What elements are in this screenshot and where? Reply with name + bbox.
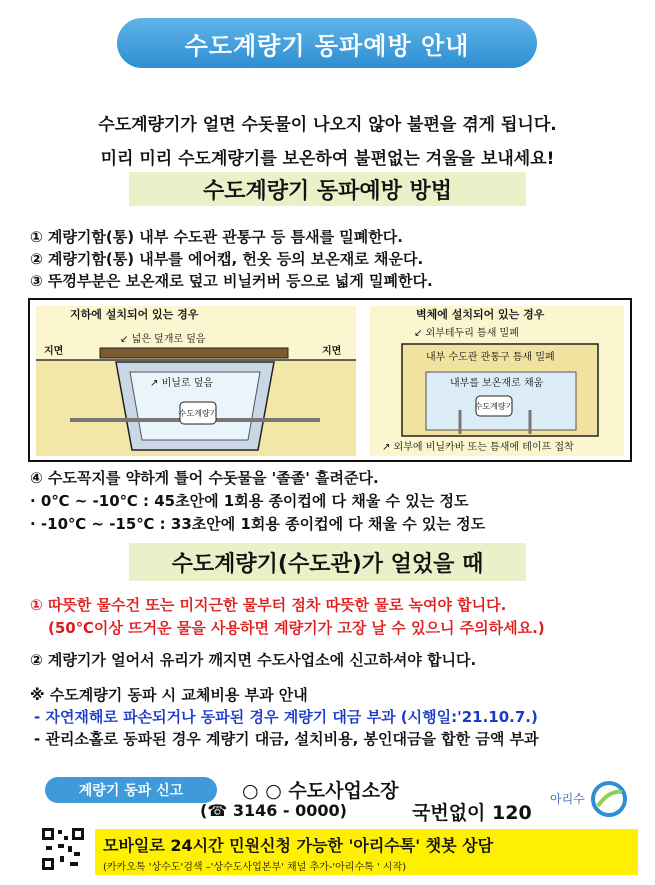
edge-label: ↙ 외부테두리 틈새 밀폐	[414, 328, 519, 339]
fee-negligence: - 관리소홀로 동파된 경우 계량기 대금, 설치비용, 봉인대금을 합한 금액 부과	[34, 730, 539, 748]
method-step-1: ① 계량기함(통) 내부 수도관 관통구 등 틈새를 밀폐한다.	[30, 228, 403, 246]
tape-label: ↗ 외부에 비닐카바 또는 틈새에 테이프 접착	[382, 442, 574, 453]
report-button[interactable]: 계량기 동파 신고	[45, 777, 217, 803]
left-diagram-title: 지하에 설치되어 있는 경우	[70, 308, 199, 321]
method-step-2: ② 계량기함(통) 내부를 에어캡, 헌옷 등의 보온재로 채운다.	[30, 250, 424, 268]
hotline-number: 국번없이 120	[412, 802, 532, 824]
frozen-heading: 수도계량기(수도관)가 얼었을 때	[129, 543, 526, 581]
chatbot-banner[interactable]	[95, 829, 638, 875]
ground-label-left: 지면	[44, 346, 64, 357]
vinyl-label: ↗ 비닐로 덮음	[150, 378, 214, 389]
water-drop-icon	[590, 780, 628, 818]
frozen-step-1-note: (50℃이상 뜨거운 물을 사용하면 계량기가 고장 날 수 있으니 주의하세요.)	[48, 619, 545, 637]
fee-title: ※ 수도계량기 동파 시 교체비용 부과 안내	[30, 686, 308, 704]
banner-sub-text: (카카오톡 '상수도'검색 –'상수도사업본부' 채널 추가-'아리수톡 ' 시작)	[103, 862, 407, 873]
intro-line-1: 수도계량기가 얼면 수돗물이 나오지 않아 불편을 겪게 됩니다.	[98, 115, 557, 135]
method-heading: 수도계량기 동파예방 방법	[129, 172, 526, 206]
left-meter-label: 수도계량기	[178, 409, 218, 418]
fee-natural: - 자연재해로 파손되거나 동파된 경우 계량기 대금 부과 (시행일:'21.10.7.)	[34, 708, 538, 726]
frozen-step-2: ② 계량기가 얼어서 유리가 깨지면 수도사업소에 신고하셔야 합니다.	[30, 651, 477, 669]
pipe-label: 내부 수도관 관통구 틈새 밀폐	[426, 352, 555, 363]
tip-temp-1: · 0℃ ~ -10℃ : 45초안에 1회용 종이컵에 다 채울 수 있는 정도	[30, 492, 469, 510]
qr-code-icon[interactable]	[40, 826, 86, 872]
fill-label: 내부를 보온재로 채움	[450, 378, 544, 389]
method-step-3: ③ 뚜껑부분은 보온재로 덮고 비닐커버 등으로 넓게 밀폐한다.	[30, 272, 433, 290]
right-diagram-title: 벽체에 설치되어 있는 경우	[416, 308, 545, 321]
frozen-step-1: ① 따뜻한 물수건 또는 미지근한 물부터 점차 따뜻한 물로 녹여야 합니다.	[30, 596, 507, 614]
page-title: 수도계량기 동파예방 안내	[117, 18, 537, 68]
right-meter-label: 수도계량기	[474, 402, 514, 411]
wide-cover	[100, 348, 288, 358]
arisu-logo	[550, 780, 630, 820]
office-phone: (☎ 3146 - 0000)	[200, 801, 347, 820]
tip-temp-2: · -10℃ ~ -15℃ : 33초안에 1회용 종이컵에 다 채울 수 있는 정도	[30, 515, 486, 533]
intro-line-2: 미리 미리 수도계량기를 보온하여 불편없는 겨울을 보내세요!	[100, 149, 555, 169]
ground-label-right: 지면	[322, 346, 342, 357]
banner-main-text: 모바일로 24시간 민원신청 가능한 '아리수톡' 챗봇 상담	[103, 836, 494, 855]
tip-step-4: ④ 수도꼭지를 약하게 틀어 수돗물을 '졸졸' 흘려준다.	[30, 469, 379, 487]
office-name: ○ ○ 수도사업소장	[242, 780, 399, 802]
cover-label: ↙ 넓은 덮개로 덮음	[120, 334, 206, 345]
insulation-diagram	[28, 298, 632, 462]
arisu-logo-text: 아리수	[550, 792, 585, 806]
